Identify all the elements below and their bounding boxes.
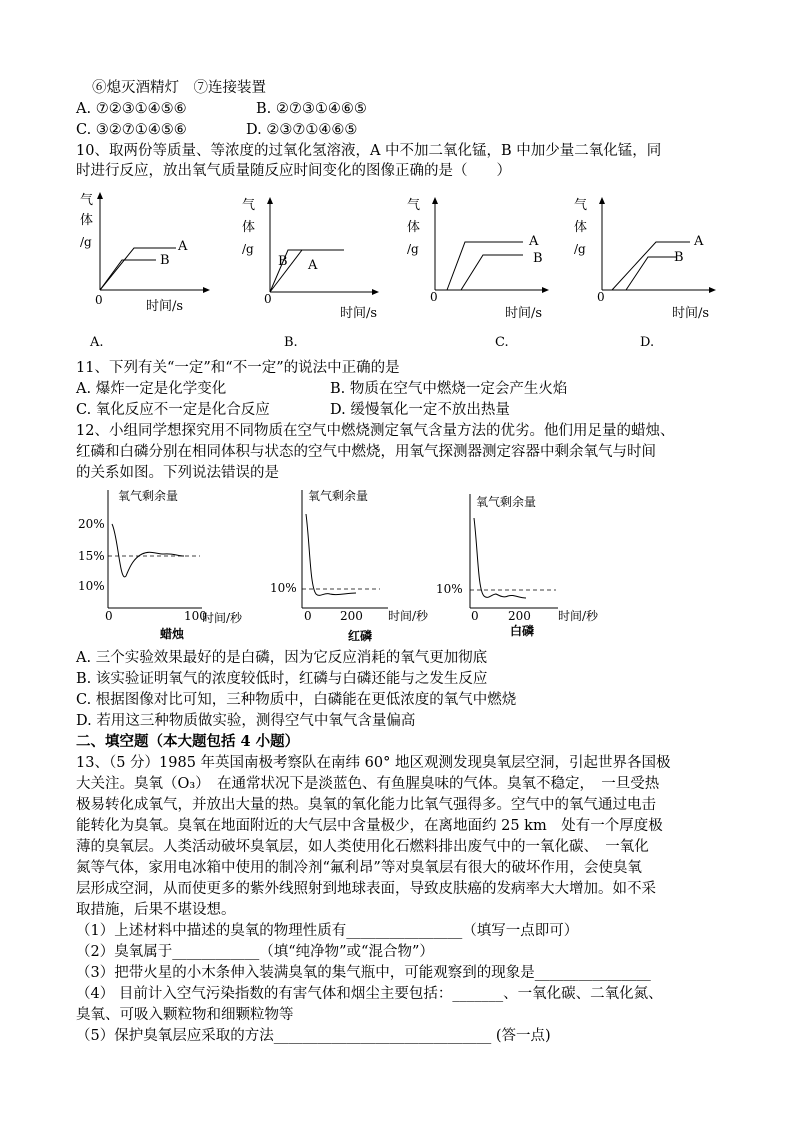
q9-continuation: ⑥熄灭酒精灯 ⑦连接装置	[92, 80, 266, 96]
x-axis-label: 时间/秒	[558, 609, 599, 623]
q13-passage-line5: 薄的臭氧层。人类活动破坏臭氧层，如人类使用化石燃料排出废气中的一氧化碳、 一氧化	[76, 839, 649, 855]
oxygen-curve	[112, 524, 184, 577]
x-arrow	[709, 287, 716, 293]
curve-a-label: A	[178, 239, 188, 254]
x-axis-label: 时间/s	[505, 306, 543, 321]
q13-passage-line3: 极易转化成氧气，并放出大量的热。臭氧的氧化能力比氧气强得多。空气中的氧气通过电击	[76, 797, 656, 813]
graph-y-label-3: /g	[242, 242, 254, 256]
curve-b	[461, 255, 523, 290]
y-tick-10: 10%	[78, 579, 105, 593]
q12-chart-red-phosphorus	[268, 486, 448, 646]
x-arrow	[372, 289, 379, 295]
q12-option-b: B. 该实验证明氧气的浓度较低时，红磷与白磷还能与之发生反应	[76, 671, 488, 687]
q11-stem: 11、下列有关“一定”和“不一定”的说法中正确的是	[76, 360, 400, 376]
q9-option-a: A. ⑦②③①④⑤⑥	[76, 101, 187, 117]
x-axis-label: 时间/s	[340, 306, 378, 321]
q11-option-b: B. 物质在空气中燃烧一定会产生火焰	[330, 381, 568, 397]
chart-name: 白磷	[510, 624, 535, 638]
graph-y-label-1: 气	[574, 198, 588, 213]
oxygen-curve	[306, 514, 356, 595]
y-tick-10: 10%	[270, 581, 297, 595]
option-label: B.	[284, 335, 298, 350]
chart-name: 蜡烛	[160, 627, 185, 641]
x-arrow	[203, 287, 210, 293]
graph-y-label-1: 气	[80, 193, 94, 208]
q12-stem-line3: 的关系如图。下列说法错误的是	[76, 465, 279, 481]
x-tick-200: 200	[340, 609, 363, 623]
q13-subquestion-2: （2）臭氧属于____________（填“纯净物”或“混合物”）	[76, 944, 434, 960]
curve-a-label: A	[308, 258, 318, 273]
graph-y-label-2: 体	[574, 220, 588, 235]
q12-chart-candle	[76, 486, 276, 646]
q12-option-c: C. 根据图像对比可知，三种物质中，白磷能在更低浓度的氧气中燃烧	[76, 692, 517, 708]
origin-label: 0	[430, 290, 438, 304]
chart-y-label: 氧气剩余量	[118, 489, 179, 503]
origin-label: 0	[597, 290, 605, 304]
chart-y-label: 氧气剩余量	[476, 495, 537, 509]
q13-subquestion-4-line1: （4） 目前计入空气污染指数的有害气体和烟尘主要包括：_______、一氧化碳、二氧化氮、	[76, 986, 663, 1002]
q12-chart-white-phosphorus	[434, 486, 634, 646]
option-label: D.	[640, 335, 655, 350]
origin-label: 0	[264, 292, 272, 306]
q13-passage-line6: 氮等气体，家用电冰箱中使用的制冷剂“氟利昂”等对臭氧层有很大的破坏作用，会使臭氧	[76, 860, 642, 876]
q13-passage-line7: 层形成空洞，从而使更多的紫外线照射到地球表面，导致皮肤癌的发病率大大增加。如不采	[76, 881, 656, 897]
y-tick-15: 15%	[78, 549, 105, 563]
curve-a-label: A	[694, 234, 704, 249]
graph-y-label-1: 气	[242, 198, 256, 213]
q13-passage-line4: 能转化为臭氧。臭氧在地面附近的大气层中含量极少，在离地面约 25 km 处有一个厚度极	[76, 818, 663, 834]
x-axis-label: 时间/秒	[202, 611, 243, 625]
q13-passage-line8: 取措施，后果不堪设想。	[76, 902, 236, 918]
graph-y-label-1: 气	[407, 198, 421, 213]
x-axis-label: 时间/s	[672, 306, 710, 321]
q12-option-d: D. 若用这三种物质做实验，测得空气中氧气含量偏高	[76, 713, 416, 729]
origin-label: 0	[95, 293, 103, 307]
x-tick-0: 0	[105, 609, 113, 623]
graph-y-label-2: 体	[242, 220, 256, 235]
q9-option-d: D. ②③⑦①④⑥⑤	[246, 122, 358, 138]
q12-stem-line2: 红磷和白磷分别在相同体积与状态的空气中燃烧，用氧气探测器测定容器中剩余氧气与时间	[76, 444, 656, 460]
option-label: C.	[495, 335, 509, 350]
q9-option-b: B. ②⑦③①④⑥⑤	[256, 101, 367, 117]
q11-option-d: D. 缓慢氧化一定不放出热量	[330, 402, 510, 418]
q12-option-a: A. 三个实验效果最好的是白磷，因为它反应消耗的氧气更加彻底	[76, 650, 488, 666]
curve-b-label: B	[278, 254, 288, 269]
x-tick-200: 200	[508, 609, 531, 623]
q13-subquestion-5: （5）保护臭氧层应采取的方法______________________________ (答一点)	[76, 1028, 551, 1044]
q10-graph-d	[572, 195, 732, 350]
q10-graph-b	[240, 195, 390, 350]
q10-stem-line2: 时进行反应，放出氧气质量随反应时间变化的图像正确的是（ ）	[76, 163, 511, 179]
x-tick-100: 100	[184, 609, 207, 623]
q10-graph-a	[78, 190, 228, 350]
q10-graph-c	[405, 195, 565, 350]
graph-y-label-3: /g	[80, 235, 92, 249]
curve-b	[626, 257, 676, 290]
graph-y-label-3: /g	[407, 242, 419, 256]
x-tick-0: 0	[304, 609, 312, 623]
q11-option-c: C. 氧化反应不一定是化合反应	[76, 402, 270, 418]
x-tick-0: 0	[471, 609, 479, 623]
section-title: 二、填空题（本大题包括 4 小题）	[76, 733, 300, 750]
x-arrow	[542, 287, 549, 293]
graph-y-label-3: /g	[574, 242, 586, 256]
q13-subquestion-1: （1）上述材料中描述的臭氧的物理性质有________________（填写一点即可）	[76, 923, 579, 939]
q12-stem-line1: 12、小组同学想探究用不同物质在空气中燃烧测定氧气含量方法的优劣。他们用足量的蜡烛、	[76, 423, 675, 439]
graph-y-label-2: 体	[407, 220, 421, 235]
q13-subquestion-3: （3）把带火星的小木条伸入装满臭氧的集气瓶中，可能观察到的现象是________________	[76, 965, 651, 981]
y-tick-20: 20%	[78, 517, 105, 531]
x-axis-label: 时间/秒	[388, 609, 429, 623]
curve-b-label: B	[160, 253, 170, 268]
q13-subquestion-4-line2: 臭氧、可吸入颗粒物和细颗粒物等	[76, 1007, 294, 1023]
graph-y-label-2: 体	[80, 213, 94, 228]
chart-name: 红磷	[348, 629, 373, 643]
option-label: A.	[90, 335, 104, 350]
chart-y-label: 氧气剩余量	[308, 489, 369, 503]
q9-option-c: C. ③②⑦①④⑤⑥	[76, 122, 187, 138]
curve-b-label: B	[533, 251, 543, 266]
q13-passage-line1: 13、（5 分）1985 年英国南极考察队在南纬 60° 地区观测发现臭氧层空洞，引起世界各国极	[76, 755, 671, 771]
y-arrow	[267, 197, 273, 204]
curve-a-label: A	[529, 234, 539, 249]
y-arrow	[599, 197, 605, 204]
oxygen-curve	[474, 518, 526, 598]
curve-b-label: B	[674, 250, 684, 265]
x-axis-label: 时间/s	[146, 299, 184, 314]
q11-option-a: A. 爆炸一定是化学变化	[76, 381, 227, 397]
curve-b	[100, 260, 156, 290]
y-arrow	[432, 197, 438, 204]
y-arrow	[97, 192, 103, 199]
q10-stem-line1: 10、取两份等质量、等浓度的过氧化氢溶液，A 中不加二氧化锰，B 中加少量二氧化锰，同	[76, 143, 662, 159]
y-tick-10: 10%	[436, 582, 463, 596]
q13-passage-line2: 大关注。臭氧（O₃） 在通常状况下是淡蓝色、有鱼腥臭味的气体。臭氧不稳定， 一旦受热	[76, 776, 660, 792]
curve-a	[447, 242, 523, 290]
